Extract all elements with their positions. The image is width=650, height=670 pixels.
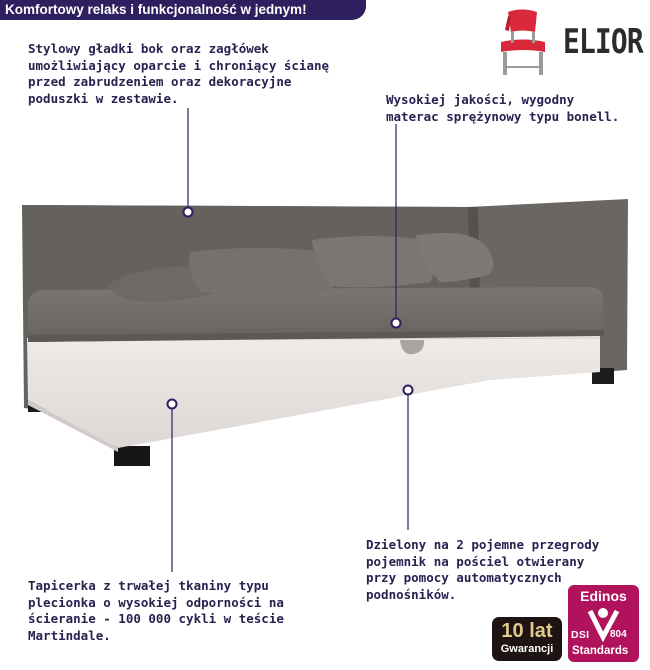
annotation-side-headboard: Stylowy gładki bok oraz zagłówek umożliwiający oparcie i chroniący ścianę przed zabrudzeniem oraz dekoracyjne poduszki w zestawie.	[28, 41, 330, 106]
callout-dot	[392, 319, 401, 328]
edinos-badge	[568, 585, 639, 662]
pillow	[312, 236, 435, 287]
dsi-number: 804	[610, 629, 627, 640]
callout-dot	[168, 400, 177, 409]
annotation-upholstery: Tapicerka z trwałej tkaniny typu plecionka o wysokiej odporności na ścieranie - 100 000 cykli w teście Martindale.	[28, 578, 284, 643]
annotation-storage: Dzielony na 2 pojemne przegrody pojemnik na pościel otwierany przy pomocy automatycznych podnośników.	[366, 537, 600, 602]
callout-dot	[404, 386, 413, 395]
dsi-label: DSI	[571, 629, 590, 641]
warranty-badge	[492, 617, 562, 661]
warranty-value: 10 lat	[501, 620, 553, 642]
logo-text: ELIOR	[563, 22, 643, 62]
annotation-mattress: Wysokiej jakości, wygodny materac sprężynowy typu bonell.	[386, 92, 620, 124]
leg	[114, 446, 150, 466]
callout-dot	[184, 208, 193, 217]
edinos-title: Edinos	[580, 588, 627, 604]
red-chair-icon	[495, 8, 565, 78]
standards-label: Standards	[572, 645, 629, 657]
warranty-label: Gwarancji	[500, 643, 554, 655]
headline-banner: Komfortowy relaks i funkcjonalność w jednym!	[0, 0, 366, 20]
storage-base	[27, 336, 600, 448]
